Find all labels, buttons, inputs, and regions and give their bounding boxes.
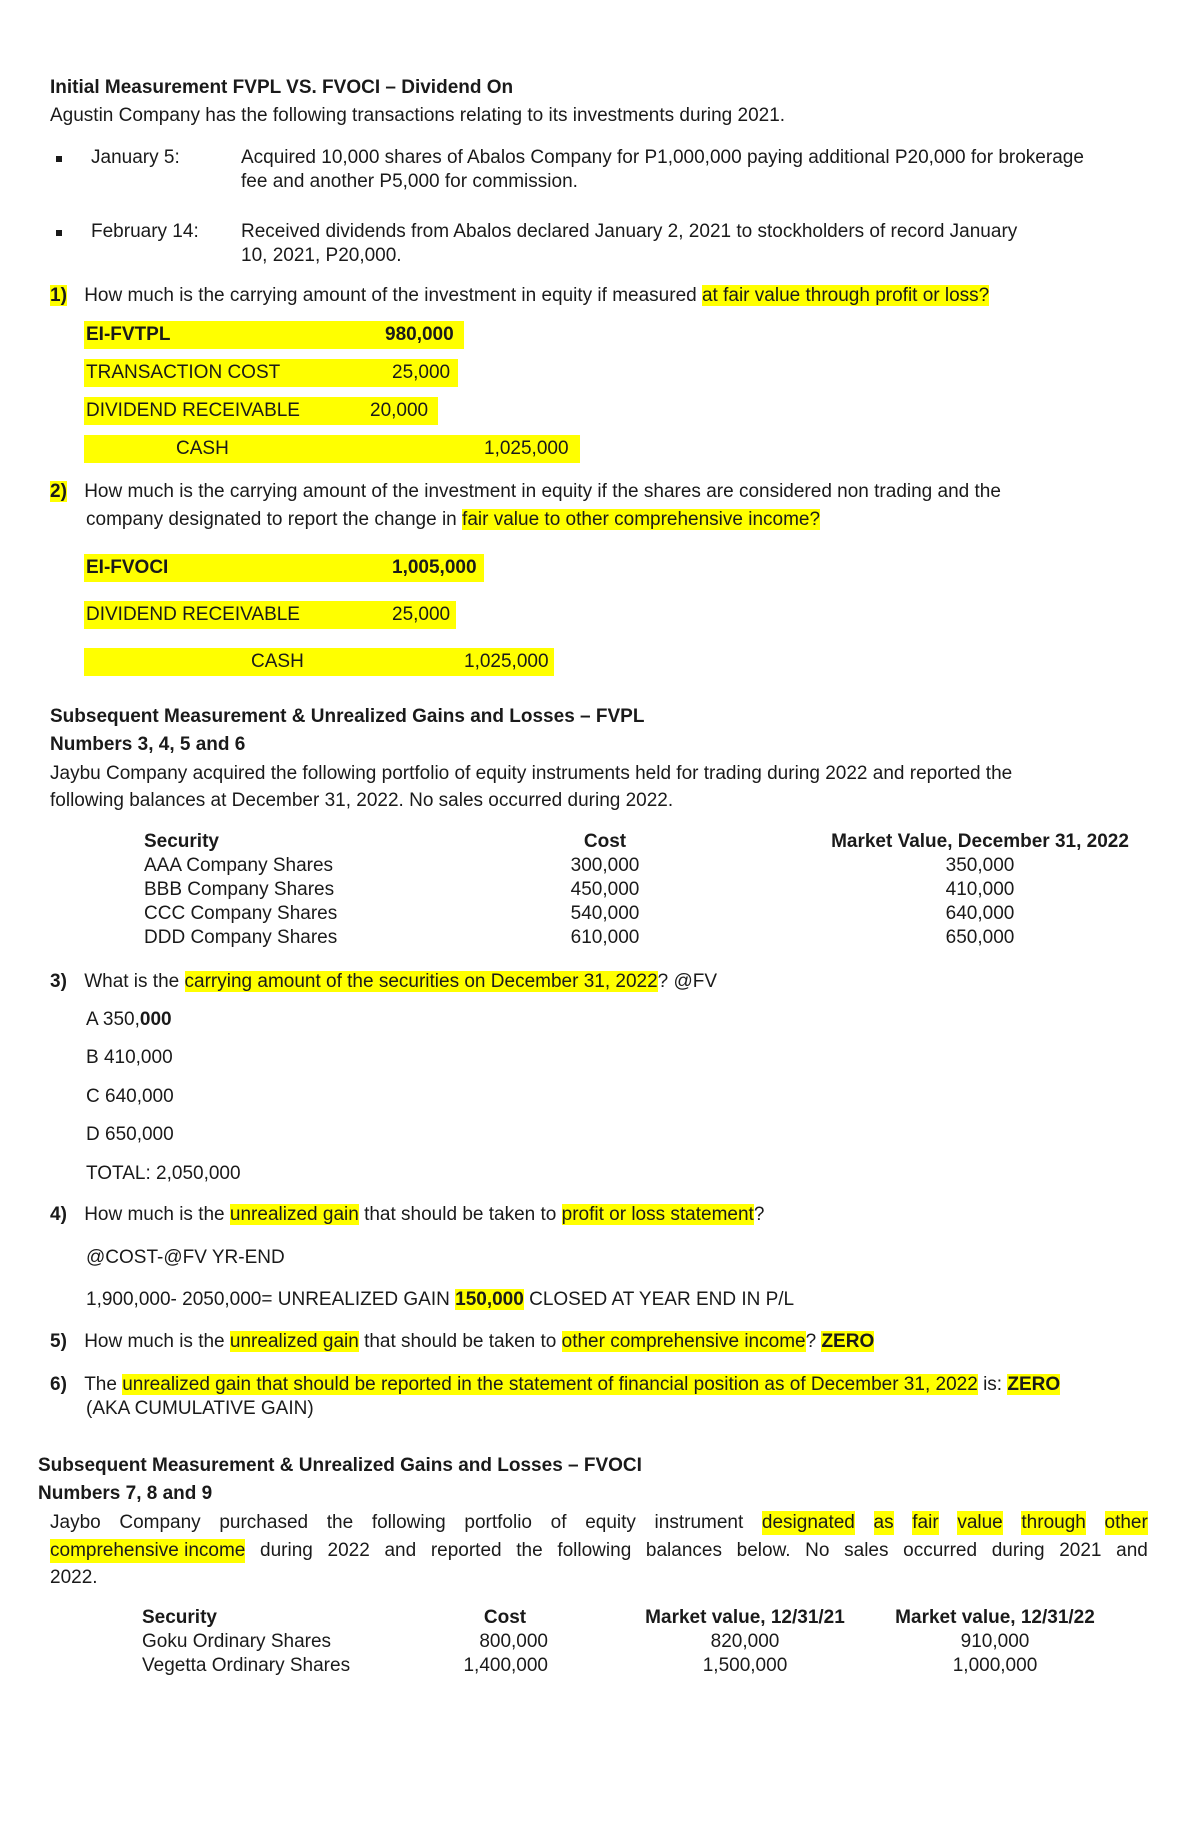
bullet-icon: [56, 156, 62, 162]
section-title-fvpl: Subsequent Measurement & Unrealized Gains and Losses – FVPL: [50, 706, 645, 727]
computation-line: @COST-@FV YR-END: [86, 1247, 285, 1268]
question-text: What is the: [84, 971, 180, 992]
word: the: [326, 1512, 354, 1533]
answer-highlight: ZERO: [821, 1331, 875, 1352]
question-4: [50, 1203, 764, 1227]
transaction-text: Acquired 10,000 shares of Abalos Company for P1,000,000 paying additional P20,000 for brokerage: [241, 147, 1084, 168]
cell-security: CCC Company Shares: [144, 903, 338, 924]
cell-cost: 1,400,000: [463, 1655, 548, 1676]
cell-cost: 800,000: [479, 1631, 548, 1652]
cell-security: Vegetta Ordinary Shares: [142, 1655, 351, 1676]
question-highlight: unrealized gain: [229, 1204, 359, 1225]
question-6-cont: (AKA CUMULATIVE GAIN): [86, 1398, 314, 1419]
transaction-text: Received dividends from Abalos declared January 2, 2021 to stockholders of record January: [241, 221, 1018, 242]
question-number: 1): [50, 285, 67, 306]
transaction-date: January 5:: [91, 147, 180, 168]
transaction-date: February 14:: [91, 221, 199, 242]
cell-security: DDD Company Shares: [144, 927, 338, 948]
journal-amount: 1,025,000: [484, 438, 569, 459]
computation-highlight: 150,000: [455, 1289, 524, 1310]
answer-total: TOTAL: 2,050,000: [86, 1163, 241, 1184]
section-numbers: Numbers 3, 4, 5 and 6: [50, 734, 246, 755]
cell-mv21: 820,000: [710, 1631, 780, 1652]
intro-paragraph-cont: following balances at December 31, 2022. No sales occurred during 2022.: [50, 790, 674, 811]
word-highlight: other: [1104, 1512, 1148, 1533]
question-text-post: ?: [753, 1204, 765, 1225]
journal-amount: 980,000: [385, 324, 454, 345]
word: of: [550, 1512, 567, 1533]
word: balances: [645, 1540, 722, 1561]
answer-a-text: A 350,: [86, 1009, 140, 1030]
word: Jaybo: [50, 1512, 101, 1533]
intro-paragraph: Agustin Company has the following transactions relating to its investments during 2021.: [50, 105, 786, 126]
question-6: [50, 1373, 1060, 1397]
word: equity: [585, 1512, 636, 1533]
word-highlight: through: [1021, 1512, 1086, 1533]
journal-amount: 25,000: [392, 604, 451, 625]
word: instrument: [654, 1512, 744, 1533]
word: Company: [119, 1512, 201, 1533]
question-5: [50, 1330, 874, 1354]
cell-cost: 450,000: [570, 879, 640, 900]
cell-cost: 540,000: [570, 903, 640, 924]
question-highlight: other comprehensive income: [561, 1331, 806, 1352]
transaction-text-cont: 10, 2021, P20,000.: [241, 245, 402, 266]
question-2-cont: [86, 508, 820, 532]
question-highlight: carrying amount of the securities on December 31, 2022: [184, 971, 658, 992]
column-header-security: Security: [144, 831, 219, 852]
word: 2022: [327, 1540, 370, 1561]
journal-amount: 20,000: [370, 400, 429, 421]
word: portfolio: [464, 1512, 533, 1533]
computation-text-post: CLOSED AT YEAR END IN P/L: [529, 1289, 795, 1310]
cell-security: Goku Ordinary Shares: [142, 1631, 332, 1652]
cell-cost: 610,000: [570, 927, 640, 948]
cell-market: 410,000: [945, 879, 1015, 900]
journal-amount: 1,005,000: [392, 557, 477, 578]
bullet-icon: [56, 230, 62, 236]
question-text: The: [84, 1374, 117, 1395]
journal-account: DIVIDEND RECEIVABLE: [86, 604, 300, 625]
journal-amount: 25,000: [392, 362, 451, 383]
cell-security: AAA Company Shares: [144, 855, 334, 876]
word: during: [260, 1540, 313, 1561]
computation-text: 1,900,000- 2050,000= UNREALIZED GAIN: [86, 1289, 450, 1310]
intro-paragraph-line-2: [50, 1539, 1148, 1563]
question-highlight: unrealized gain that should be reported in the statement of financial position as of December 31, 2022: [122, 1374, 978, 1395]
question-text-post: is:: [983, 1374, 1003, 1395]
question-number: 6): [50, 1374, 67, 1395]
answer-b: B 410,000: [86, 1047, 173, 1068]
cell-market: 640,000: [945, 903, 1015, 924]
cell-market: 350,000: [945, 855, 1015, 876]
word: and: [1116, 1540, 1148, 1561]
column-header-market: Market Value, December 31, 2022: [831, 831, 1129, 852]
word-highlight: as: [873, 1512, 894, 1533]
question-2: [50, 480, 1001, 504]
word: reported: [430, 1540, 502, 1561]
computation-line: [86, 1288, 794, 1312]
cell-mv21: 1,500,000: [702, 1655, 788, 1676]
cell-mv22: 1,000,000: [952, 1655, 1038, 1676]
question-text-post: ?: [805, 1331, 817, 1352]
journal-account: CASH: [176, 438, 229, 459]
word: occurred: [903, 1540, 978, 1561]
question-number: 4): [50, 1204, 67, 1225]
question-text-post: ? @FV: [657, 971, 718, 992]
section-numbers: Numbers 7, 8 and 9: [38, 1483, 213, 1504]
journal-account: EI-FVOCI: [86, 557, 169, 578]
question-number: 2): [50, 481, 67, 502]
question-highlight: unrealized gain: [229, 1331, 359, 1352]
question-highlight: profit or loss statement: [561, 1204, 754, 1225]
question-1: [50, 284, 989, 308]
word: during: [991, 1540, 1045, 1561]
journal-account: TRANSACTION COST: [86, 362, 281, 383]
answer-a: [86, 1008, 172, 1032]
column-header-mv22: Market value, 12/31/22: [895, 1607, 1095, 1628]
question-text: How much is the carrying amount of the investment in equity if the shares are considered non trading and the: [84, 481, 1001, 502]
question-text: How much is the: [84, 1204, 225, 1225]
question-highlight: at fair value through profit or loss?: [701, 285, 990, 306]
word-highlight: value: [957, 1512, 1003, 1533]
column-header-cost: Cost: [483, 1607, 527, 1628]
intro-paragraph-line-3: 2022.: [50, 1567, 98, 1588]
word: below.: [736, 1540, 791, 1561]
column-header-cost: Cost: [583, 831, 627, 852]
question-number: 3): [50, 971, 67, 992]
word-highlight: fair: [912, 1512, 939, 1533]
question-text: How much is the carrying amount of the investment in equity if measured: [84, 285, 697, 306]
word: purchased: [219, 1512, 309, 1533]
cell-security: BBB Company Shares: [144, 879, 335, 900]
word: following: [371, 1512, 446, 1533]
journal-account: EI-FVTPL: [86, 324, 171, 345]
answer-a-bold: 000: [139, 1009, 172, 1030]
cell-market: 650,000: [945, 927, 1015, 948]
cell-mv22: 910,000: [960, 1631, 1030, 1652]
word: the: [516, 1540, 543, 1561]
question-3: [50, 970, 717, 994]
word: No: [805, 1540, 830, 1561]
question-text: How much is the: [84, 1331, 225, 1352]
question-number: 5): [50, 1331, 67, 1352]
question-text-mid: that should be taken to: [364, 1204, 557, 1225]
question-highlight: fair value to other comprehensive income?: [462, 509, 821, 530]
intro-paragraph: Jaybu Company acquired the following portfolio of equity instruments held for trading during 2022 and reported the: [50, 763, 1013, 784]
journal-account: CASH: [251, 651, 304, 672]
section-title-initial-measurement: Initial Measurement FVPL VS. FVOCI – Dividend On: [50, 77, 514, 98]
column-header-mv21: Market value, 12/31/21: [645, 1607, 845, 1628]
answer-highlight: ZERO: [1007, 1374, 1061, 1395]
cell-cost: 300,000: [570, 855, 640, 876]
word: following: [557, 1540, 632, 1561]
word: and: [384, 1540, 417, 1561]
question-text-mid: that should be taken to: [364, 1331, 557, 1352]
transaction-text-cont: fee and another P5,000 for commission.: [241, 171, 578, 192]
intro-paragraph-line-1: [50, 1511, 1148, 1535]
journal-account: DIVIDEND RECEIVABLE: [86, 400, 300, 421]
journal-amount: 1,025,000: [464, 651, 549, 672]
answer-c: C 640,000: [86, 1086, 174, 1107]
section-title-fvoci: Subsequent Measurement & Unrealized Gains and Losses – FVOCI: [38, 1455, 642, 1476]
answer-d: D 650,000: [86, 1124, 174, 1145]
phrase-highlight: comprehensive income: [50, 1540, 246, 1561]
question-text: company designated to report the change in: [86, 509, 457, 530]
word: sales: [844, 1540, 889, 1561]
word: 2021: [1059, 1540, 1102, 1561]
word-highlight: designated: [761, 1512, 855, 1533]
column-header-security: Security: [142, 1607, 217, 1628]
